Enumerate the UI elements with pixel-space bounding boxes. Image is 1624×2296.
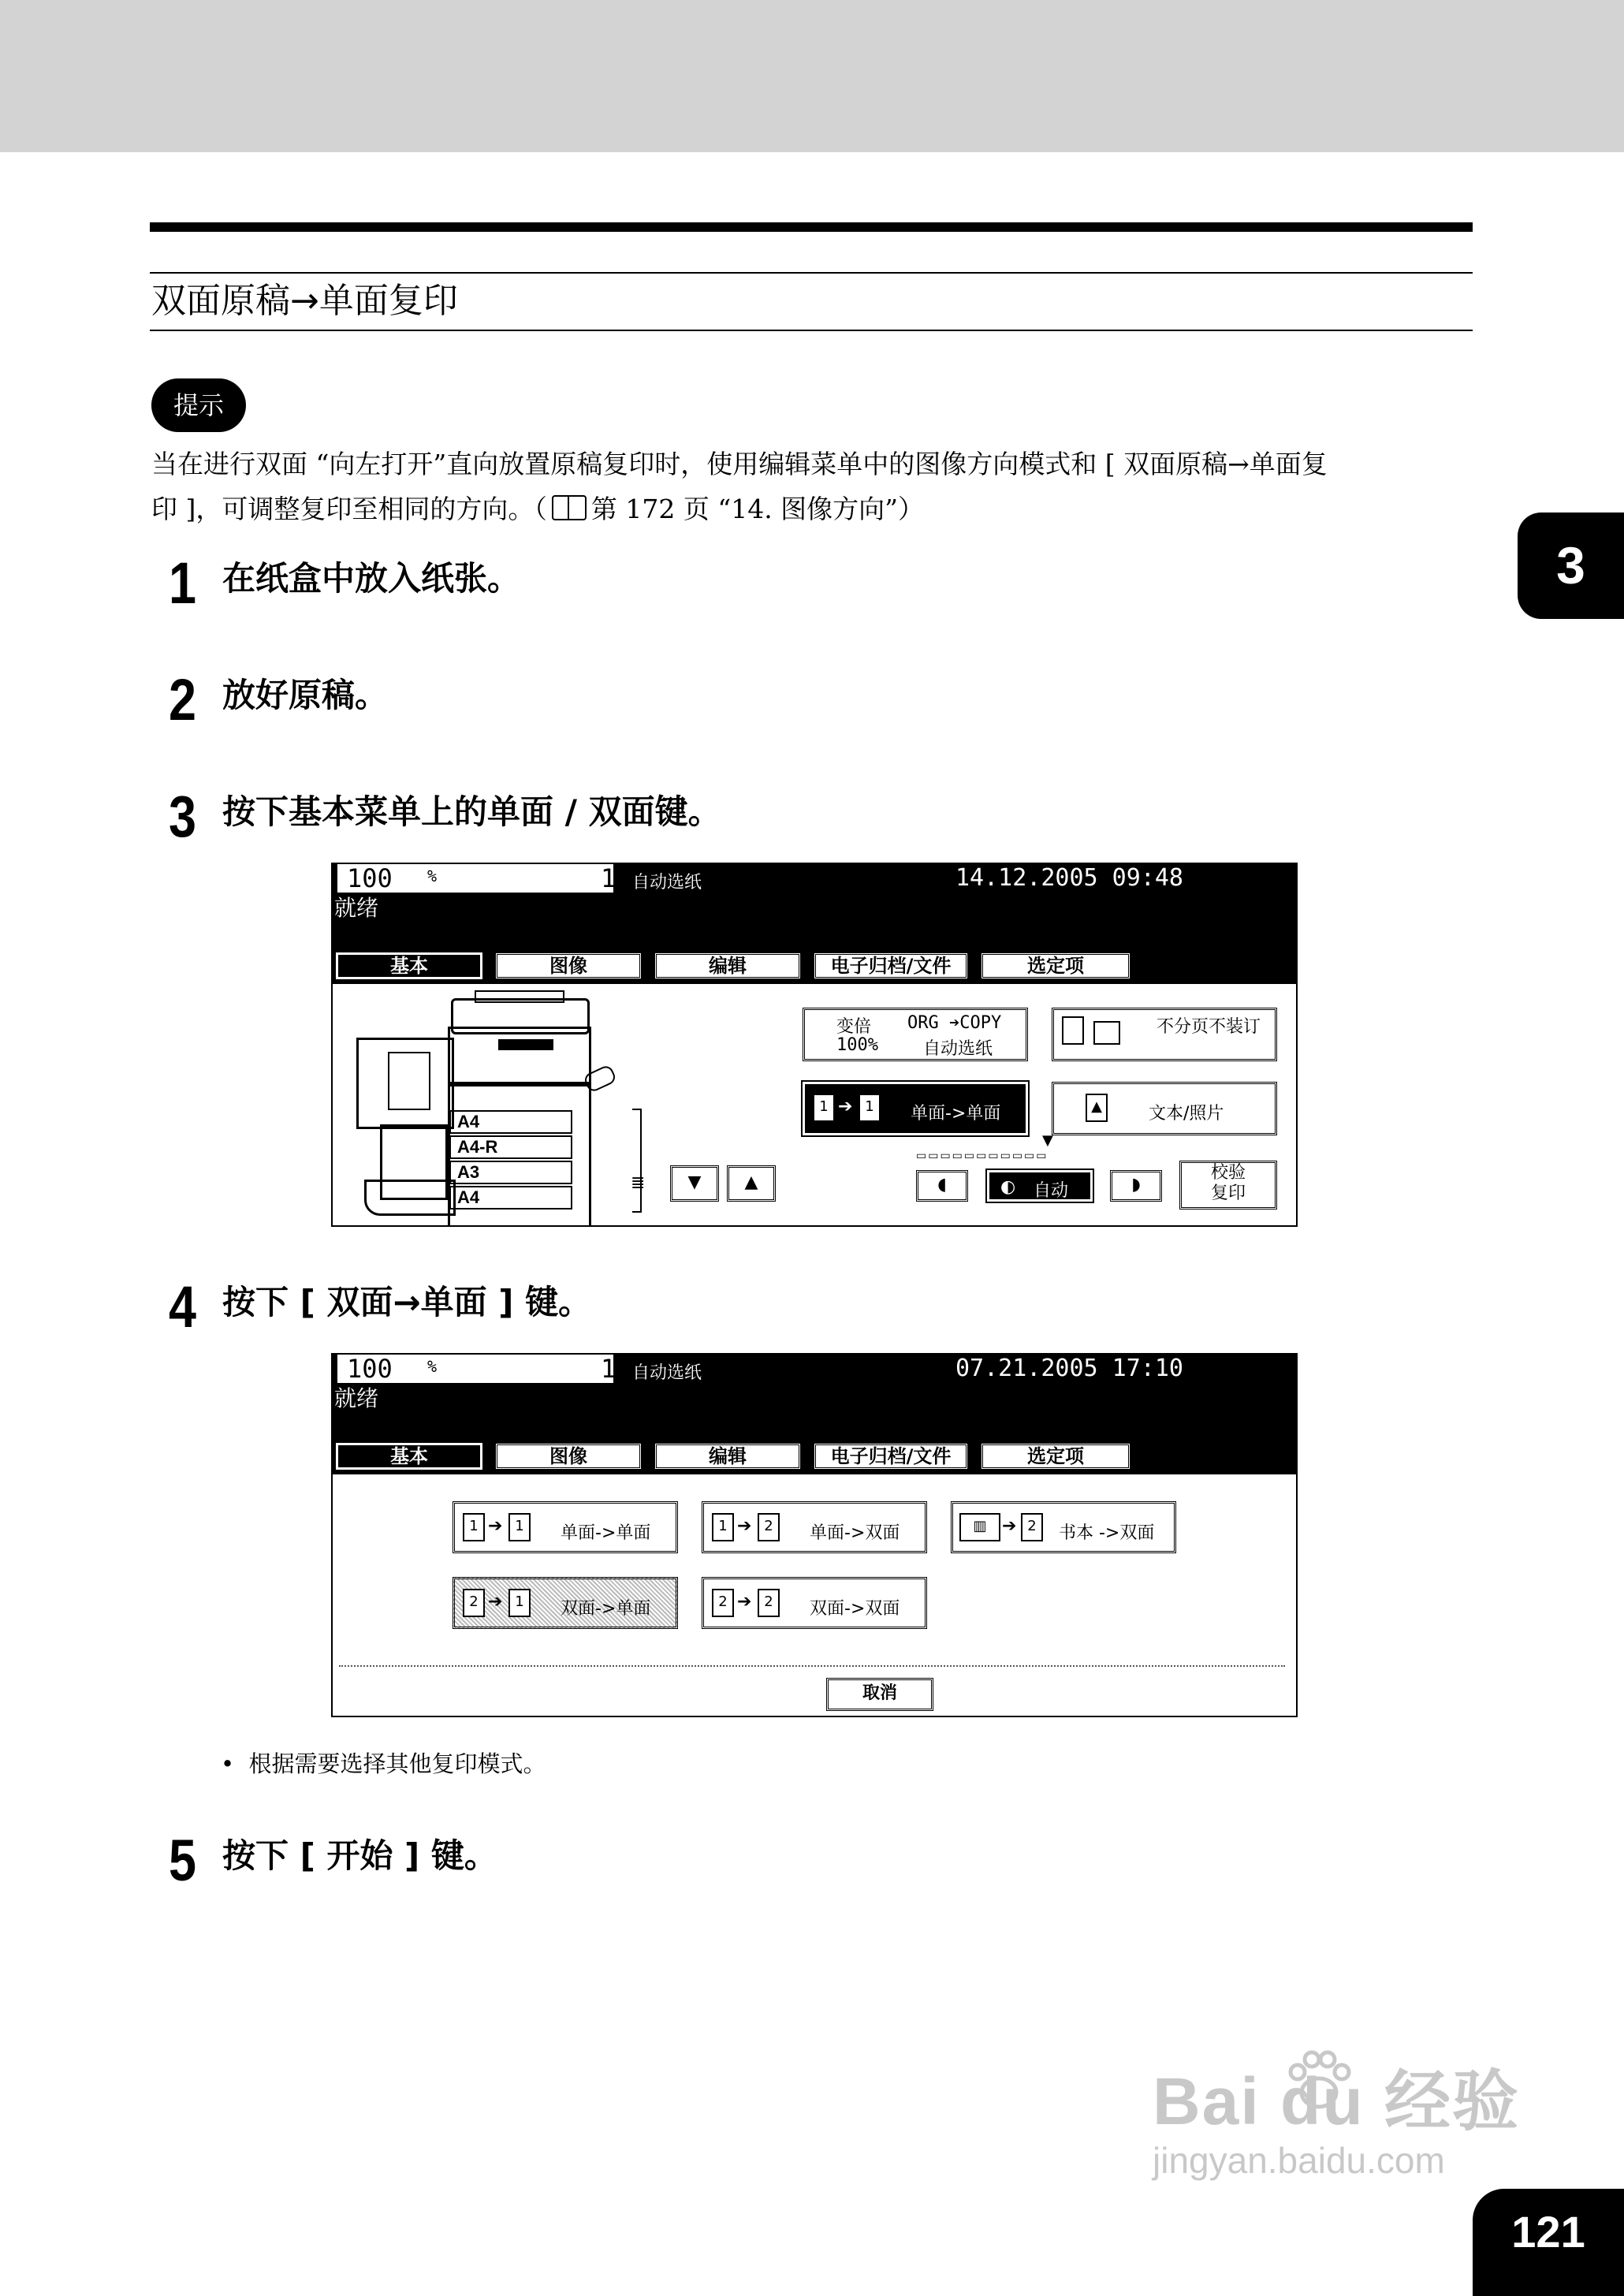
tab-options[interactable]: 选定项 xyxy=(981,952,1130,979)
tray-2[interactable]: A4-R xyxy=(449,1135,572,1159)
tip-text xyxy=(151,442,1476,531)
simplex-to-duplex-button[interactable] xyxy=(702,1501,927,1553)
density-auto-label: 自动 xyxy=(1034,1181,1069,1201)
finisher-bin xyxy=(388,1052,430,1110)
tip-line-2a: 印 ]，可调整复印至相同的方向。（ xyxy=(151,494,547,524)
original-page-icon: 2 xyxy=(463,1589,485,1617)
note-text: 根据需要选择其他复印模式。 xyxy=(248,1750,546,1777)
scanner-body xyxy=(448,1027,591,1086)
button-label: 书本 ->双面 xyxy=(1059,1523,1155,1543)
title-rule-top xyxy=(150,272,1473,274)
copy-count: 1 xyxy=(601,863,616,893)
section-title: 双面原稿→单面复印 xyxy=(151,281,458,321)
photo-doc-icon: ▲ xyxy=(1086,1094,1108,1122)
note xyxy=(221,1746,546,1779)
original-page-icon: 1 xyxy=(712,1513,734,1541)
original-page-icon: 1 xyxy=(813,1094,835,1122)
step-number: 5 xyxy=(169,1828,196,1893)
zoom-value: 100 xyxy=(347,863,393,893)
zoom-value: 100 xyxy=(347,1354,393,1384)
original-page-icon: 1 xyxy=(463,1513,485,1541)
tab-options[interactable]: 选定项 xyxy=(981,1443,1130,1470)
paper-mode: 自动选纸 xyxy=(632,873,702,893)
button-label: 双面->双面 xyxy=(810,1599,900,1619)
copier-screen-duplex xyxy=(331,1353,1298,1717)
proof-copy-label-2: 复印 xyxy=(1210,1183,1246,1203)
status-area xyxy=(333,1355,1296,1474)
duplex-label: 单面->单面 xyxy=(911,1104,1001,1124)
density-auto-button[interactable] xyxy=(987,1170,1093,1202)
step-text: 按下 [ 双面→单面 ] 键。 xyxy=(222,1283,592,1321)
zoom-btn-org-copy: ORG ➔COPY xyxy=(907,1013,1002,1033)
zoom-btn-label: 变倍 xyxy=(836,1017,872,1037)
paw-icon xyxy=(1283,2048,1354,2112)
tip-line-1: 当在进行双面 “向左打开”直向放置原稿复印时，使用编辑菜单中的图像方向模式和 [ 双面原稿→单面复 xyxy=(151,449,1328,479)
percent-sign: % xyxy=(427,867,438,885)
step-number: 4 xyxy=(169,1274,196,1340)
step-text: 在纸盒中放入纸张。 xyxy=(222,559,521,598)
tray-1[interactable]: A4 xyxy=(449,1110,572,1134)
tray-down-button[interactable]: ▼ xyxy=(670,1165,719,1202)
original-mode-label: 文本/照片 xyxy=(1149,1104,1224,1124)
step-text: 按下 [ 开始 ] 键。 xyxy=(222,1836,497,1875)
arrow-icon: ➔ xyxy=(737,1516,752,1536)
list-icon: ≣ xyxy=(631,1173,646,1193)
status-area xyxy=(333,864,1296,984)
copy-page-icon: 2 xyxy=(758,1589,780,1617)
tray-4[interactable]: A4 xyxy=(449,1186,572,1210)
sort-button[interactable] xyxy=(1052,1008,1277,1061)
watermark-main: Bai du 经验 xyxy=(1153,2064,1521,2138)
copy-page-icon: 1 xyxy=(508,1589,531,1617)
book-icon xyxy=(552,495,587,520)
step-number: 1 xyxy=(169,550,196,616)
chapter-tab: 3 xyxy=(1518,512,1624,619)
density-indicator-icon: ▼ xyxy=(1042,1132,1053,1149)
auto-density-icon: ◐ xyxy=(1000,1177,1016,1197)
datetime: 07.21.2005 17:10 xyxy=(955,1355,1183,1382)
tab-edit[interactable]: 编辑 xyxy=(654,1443,801,1470)
tray-3[interactable]: A3 xyxy=(449,1161,572,1184)
datetime: 14.12.2005 09:48 xyxy=(955,864,1183,892)
original-mode-button[interactable] xyxy=(1052,1082,1277,1135)
duplex-to-simplex-button[interactable] xyxy=(453,1577,678,1629)
tab-edit[interactable]: 编辑 xyxy=(654,952,801,979)
copy-page-icon: 1 xyxy=(508,1513,531,1541)
button-label: 单面->双面 xyxy=(810,1523,900,1543)
tab-basic[interactable]: 基本 xyxy=(336,952,482,979)
arrow-icon: ➔ xyxy=(737,1592,752,1612)
tab-image[interactable]: 图像 xyxy=(495,952,642,979)
open-book-icon: ▥ xyxy=(959,1513,1000,1541)
duplex-to-duplex-button[interactable] xyxy=(702,1577,927,1629)
simplex-to-simplex-button[interactable] xyxy=(453,1501,678,1553)
step-text: 放好原稿。 xyxy=(222,676,389,714)
zoom-btn-paper: 自动选纸 xyxy=(923,1039,993,1059)
arrow-icon: ➔ xyxy=(488,1592,503,1612)
density-scale: ▭▭▭▭▭▭▭▭▭▭▭ xyxy=(916,1150,1049,1162)
bullet-icon: • xyxy=(221,1750,249,1777)
button-label: 单面->单面 xyxy=(561,1523,651,1543)
arrow-icon: ➔ xyxy=(838,1097,853,1116)
panel-display xyxy=(498,1039,553,1050)
divider xyxy=(339,1665,1285,1667)
density-lighter-button[interactable]: ◖ xyxy=(916,1170,968,1202)
title-rule-bottom xyxy=(150,330,1473,331)
density-darker-button[interactable]: ◗ xyxy=(1110,1170,1162,1202)
cancel-button[interactable]: 取消 xyxy=(826,1678,933,1711)
copy-count: 1 xyxy=(601,1354,616,1384)
percent-sign: % xyxy=(427,1357,438,1376)
button-label: 双面->单面 xyxy=(561,1599,651,1619)
header-rule xyxy=(150,222,1473,232)
watermark-sub: jingyan.baidu.com xyxy=(1153,2140,1445,2181)
original-page-icon: 2 xyxy=(712,1589,734,1617)
copy-page-icon: 1 xyxy=(859,1094,881,1122)
step-number: 3 xyxy=(169,784,196,849)
book-to-duplex-button[interactable] xyxy=(951,1501,1176,1553)
zoom-button[interactable] xyxy=(803,1008,1028,1061)
status-text: 就绪 xyxy=(334,895,379,921)
page-number: 121 xyxy=(1473,2189,1624,2296)
arrow-icon: ➔ xyxy=(488,1516,503,1536)
tip-badge: 提示 xyxy=(151,378,246,432)
status-text: 就绪 xyxy=(334,1385,379,1411)
proof-copy-label-1: 校验 xyxy=(1210,1163,1246,1183)
zoom-btn-value: 100% xyxy=(836,1035,878,1055)
tab-basic[interactable]: 基本 xyxy=(336,1443,482,1470)
tray-up-button[interactable]: ▲ xyxy=(727,1165,776,1202)
tab-efiling[interactable]: 电子归档/文件 xyxy=(814,1443,968,1470)
copy-page-icon: 2 xyxy=(1021,1513,1043,1541)
tab-image[interactable]: 图像 xyxy=(495,1443,642,1470)
proof-copy-button[interactable] xyxy=(1179,1161,1277,1210)
paper-mode: 自动选纸 xyxy=(632,1363,702,1383)
copy-page-icon: 2 xyxy=(758,1513,780,1541)
tip-line-2 xyxy=(151,486,1476,531)
top-band xyxy=(0,0,1624,152)
step-text: 按下基本菜单上的单面 / 双面键。 xyxy=(222,792,721,831)
tray-bracket xyxy=(632,1109,642,1213)
duplex-button[interactable] xyxy=(803,1082,1028,1135)
page-icon xyxy=(1093,1021,1120,1045)
adf-tray xyxy=(475,990,564,1003)
arrow-icon: ➔ xyxy=(1002,1516,1017,1536)
page-icon xyxy=(1062,1016,1084,1045)
tip-line-2b: 第 172 页 “14. 图像方向”） xyxy=(590,494,925,524)
copier-screen-basic xyxy=(331,863,1298,1227)
sort-label: 不分页不装订 xyxy=(1157,1017,1261,1037)
tab-efiling[interactable]: 电子归档/文件 xyxy=(814,952,968,979)
step-number: 2 xyxy=(169,667,196,732)
finisher-foot xyxy=(364,1180,456,1216)
